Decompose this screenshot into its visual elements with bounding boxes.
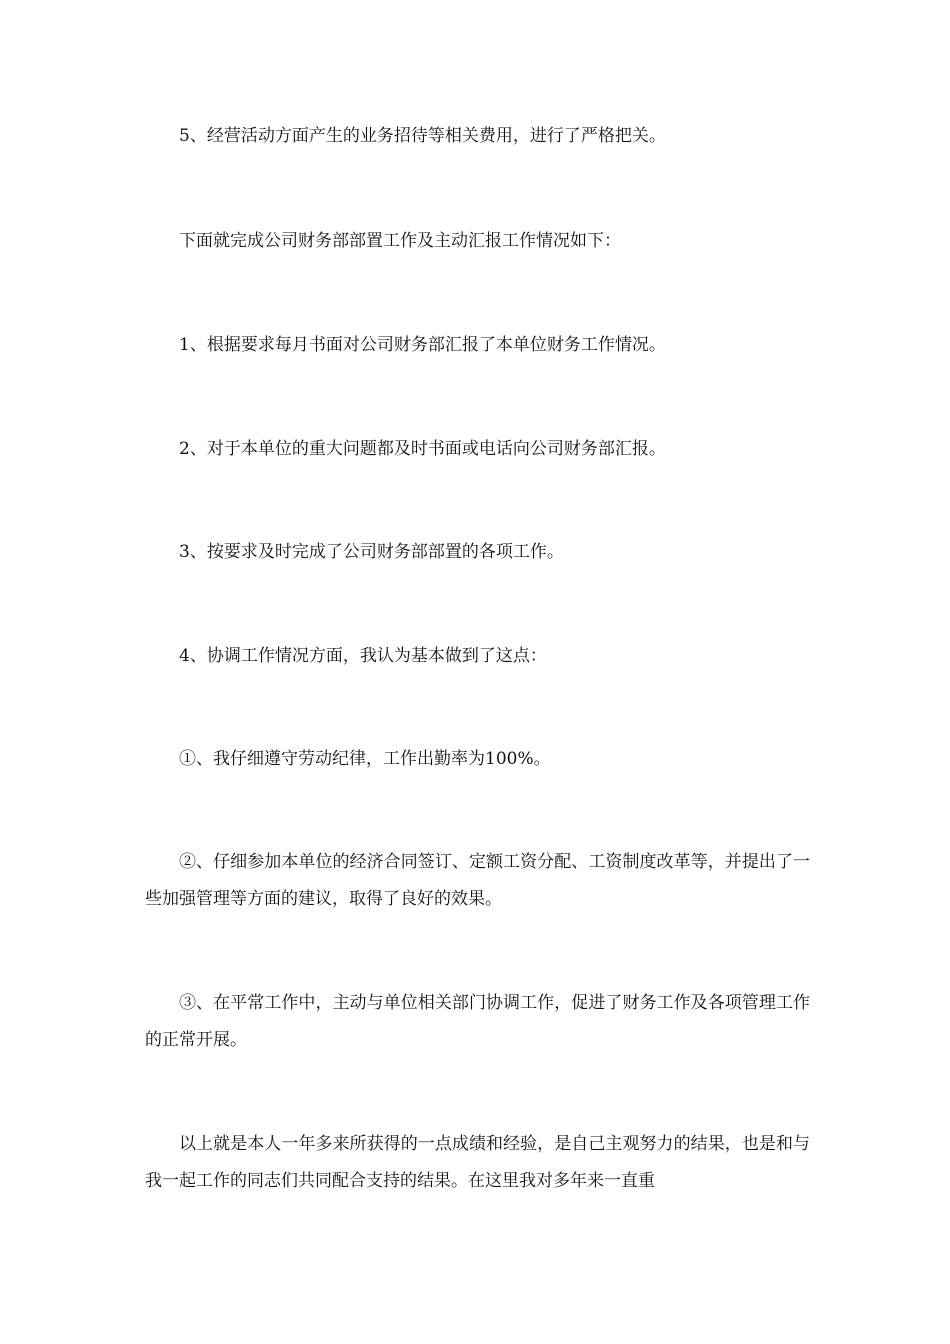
paragraph-subitem-1-attendance: ①、我仔细遵守劳动纪律，工作出勤率为100%。 (179, 749, 551, 769)
paragraph-item-2-major-issues: 2、对于本单位的重大问题都及时书面或电话向公司财务部汇报。 (179, 439, 666, 459)
paragraph-item-3-tasks: 3、按要求及时完成了公司财务部部置的各项工作。 (179, 542, 564, 562)
paragraph-subitem-2-contracts: ②、仔细参加本单位的经济合同签订、定额工资分配、工资制度改革等，并提出了一些加强管理等方面的建议，取得了良好的效果。 (145, 852, 810, 909)
paragraph-subitem-3-cooperation: ③、在平常工作中，主动与单位相关部门协调工作，促进了财务工作及各项管理工作的正常开展。 (145, 993, 810, 1050)
paragraph-intro-reporting: 下面就完成公司财务部部置工作及主动汇报工作情况如下： (179, 231, 621, 251)
paragraph-summary: 以上就是本人一年多来所获得的一点成绩和经验，是自己主观努力的结果，也是和与我一起工作的同志们共同配合支持的结果。在这里我对多年来一直重 (145, 1134, 810, 1191)
paragraph-item-1-monthly-report: 1、根据要求每月书面对公司财务部汇报了本单位财务工作情况。 (179, 335, 666, 355)
paragraph-item-5-expenses: 5、经营活动方面产生的业务招待等相关费用，进行了严格把关。 (179, 126, 666, 146)
paragraph-item-4-coordination: 4、协调工作情况方面，我认为基本做到了这点： (179, 646, 547, 666)
